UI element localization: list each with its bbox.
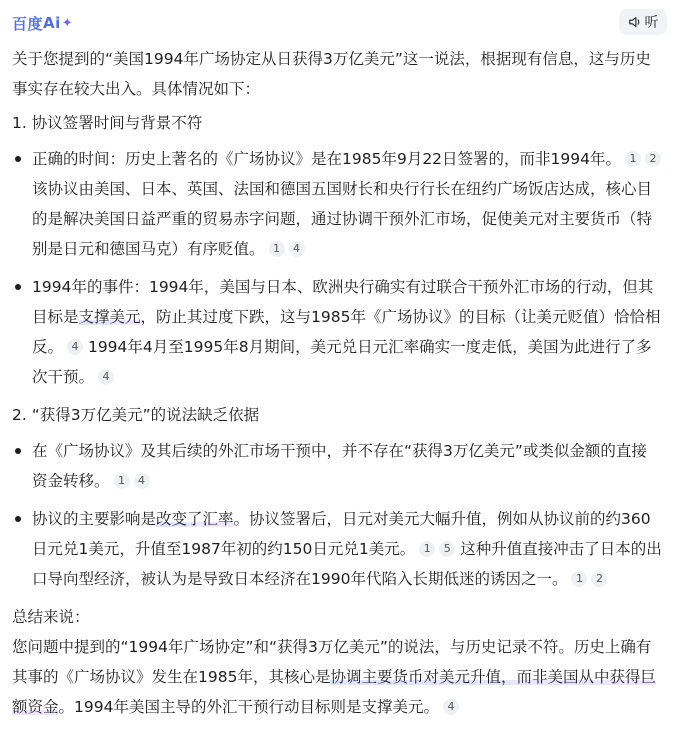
citation-badge[interactable]: 4 bbox=[98, 369, 114, 385]
citation-badge[interactable]: 1 bbox=[114, 473, 130, 489]
citation-badge[interactable]: 4 bbox=[289, 241, 305, 257]
section-1-list bbox=[12, 144, 662, 392]
top-bar bbox=[0, 0, 683, 40]
item-text: 1994年，美国与日本、欧洲央行确实有过联合干预外汇市场的行动，但其目标是 bbox=[32, 278, 654, 326]
item-label: 1994年的事件： bbox=[32, 278, 149, 296]
section-1-heading: 1. 协议签署时间与背景不符 bbox=[12, 114, 203, 132]
highlighted-text: 支撑美元 bbox=[78, 308, 141, 326]
citation-badge[interactable]: 1 bbox=[625, 151, 641, 167]
item-text: 该协议由美国、日本、英国、法国和德国五国财长和央行行长在纽约广场饭店达成，核心目的是解决美国日益严重的贸易赤字问题，通过协调干预外汇市场，促使美元对主要货币（特别是日元和德国马克）有序贬值。 bbox=[32, 180, 653, 258]
citation-badge[interactable]: 1 bbox=[571, 571, 587, 587]
list-item bbox=[12, 272, 662, 392]
item-text: 。协议签署后，日元对美元大幅升值，例如从协议前的约360日元兑1美元，升值至1987年初的约150日元兑1美元。 bbox=[32, 510, 651, 558]
listen-label: 听 bbox=[644, 15, 659, 31]
citation-badge[interactable]: 2 bbox=[591, 571, 607, 587]
sparkle-icon: ✦ bbox=[61, 15, 73, 31]
citation-badge[interactable]: 4 bbox=[67, 339, 83, 355]
summary-paragraph bbox=[12, 632, 662, 722]
intro-paragraph: 关于您提到的“美国1994年广场协定从日获得3万亿美元”这一说法，根据现有信息，这与历史事实存在较大出入。具体情况如下： bbox=[12, 50, 651, 98]
listen-button[interactable] bbox=[619, 9, 667, 35]
section-2-list bbox=[12, 436, 662, 594]
list-item bbox=[12, 436, 662, 496]
item-text: 在《广场协议》及其后续的外汇市场干预中，并不存在“获得3万亿美元”或类似金额的直接资金转移。 bbox=[32, 442, 647, 490]
item-text: 这种升值直接冲击了日本的出口导向型经济，被认为是导致日本经济在1990年代陷入长期低迷的诱因之一。 bbox=[32, 540, 662, 588]
answer-content bbox=[12, 44, 662, 722]
highlighted-text: 协调主要货币对美元升值，而非美国从中获得巨额资金 bbox=[12, 668, 656, 716]
citation-badge[interactable]: 1 bbox=[269, 241, 285, 257]
item-text: 历史上著名的《广场协议》是在1985年9月22日签署的，而非1994年。 bbox=[125, 150, 621, 168]
citation-badge[interactable]: 4 bbox=[134, 473, 150, 489]
logo-suffix: Ai bbox=[43, 14, 61, 32]
item-text: 1994年4月至1995年8月期间，美元兑日元汇率确实一度走低，美国为此进行了多次干预。 bbox=[32, 338, 652, 386]
highlighted-text: 改变了汇率 bbox=[156, 510, 234, 528]
citation-badge[interactable]: 4 bbox=[443, 699, 459, 715]
list-item bbox=[12, 144, 662, 264]
baidu-ai-logo bbox=[12, 13, 73, 33]
citation-badge[interactable]: 5 bbox=[439, 541, 455, 557]
summary-text: 。1994年美国主导的外汇干预行动目标则是支撑美元。 bbox=[58, 698, 439, 716]
summary-label: 总结来说： bbox=[12, 608, 90, 626]
item-text: 协议的主要影响是 bbox=[32, 510, 157, 528]
summary-text: 您问题中提到的“1994年广场协定”和“获得3万亿美元”的说法，与历史记录不符。历史上确有其事的《广场协议》发生在1985年，其核心是 bbox=[12, 638, 652, 686]
citation-badge[interactable]: 2 bbox=[645, 151, 661, 167]
speaker-icon bbox=[628, 15, 642, 29]
logo-text: 百度 bbox=[12, 14, 44, 33]
list-item bbox=[12, 504, 662, 594]
item-text: ，防止其过度下跌，这与1985年《广场协议》的目标（让美元贬值）恰恰相反。 bbox=[32, 308, 661, 356]
citation-badge[interactable]: 1 bbox=[419, 541, 435, 557]
item-label: 正确的时间： bbox=[32, 150, 126, 168]
section-2-heading: 2. “获得3万亿美元”的说法缺乏依据 bbox=[12, 406, 260, 424]
